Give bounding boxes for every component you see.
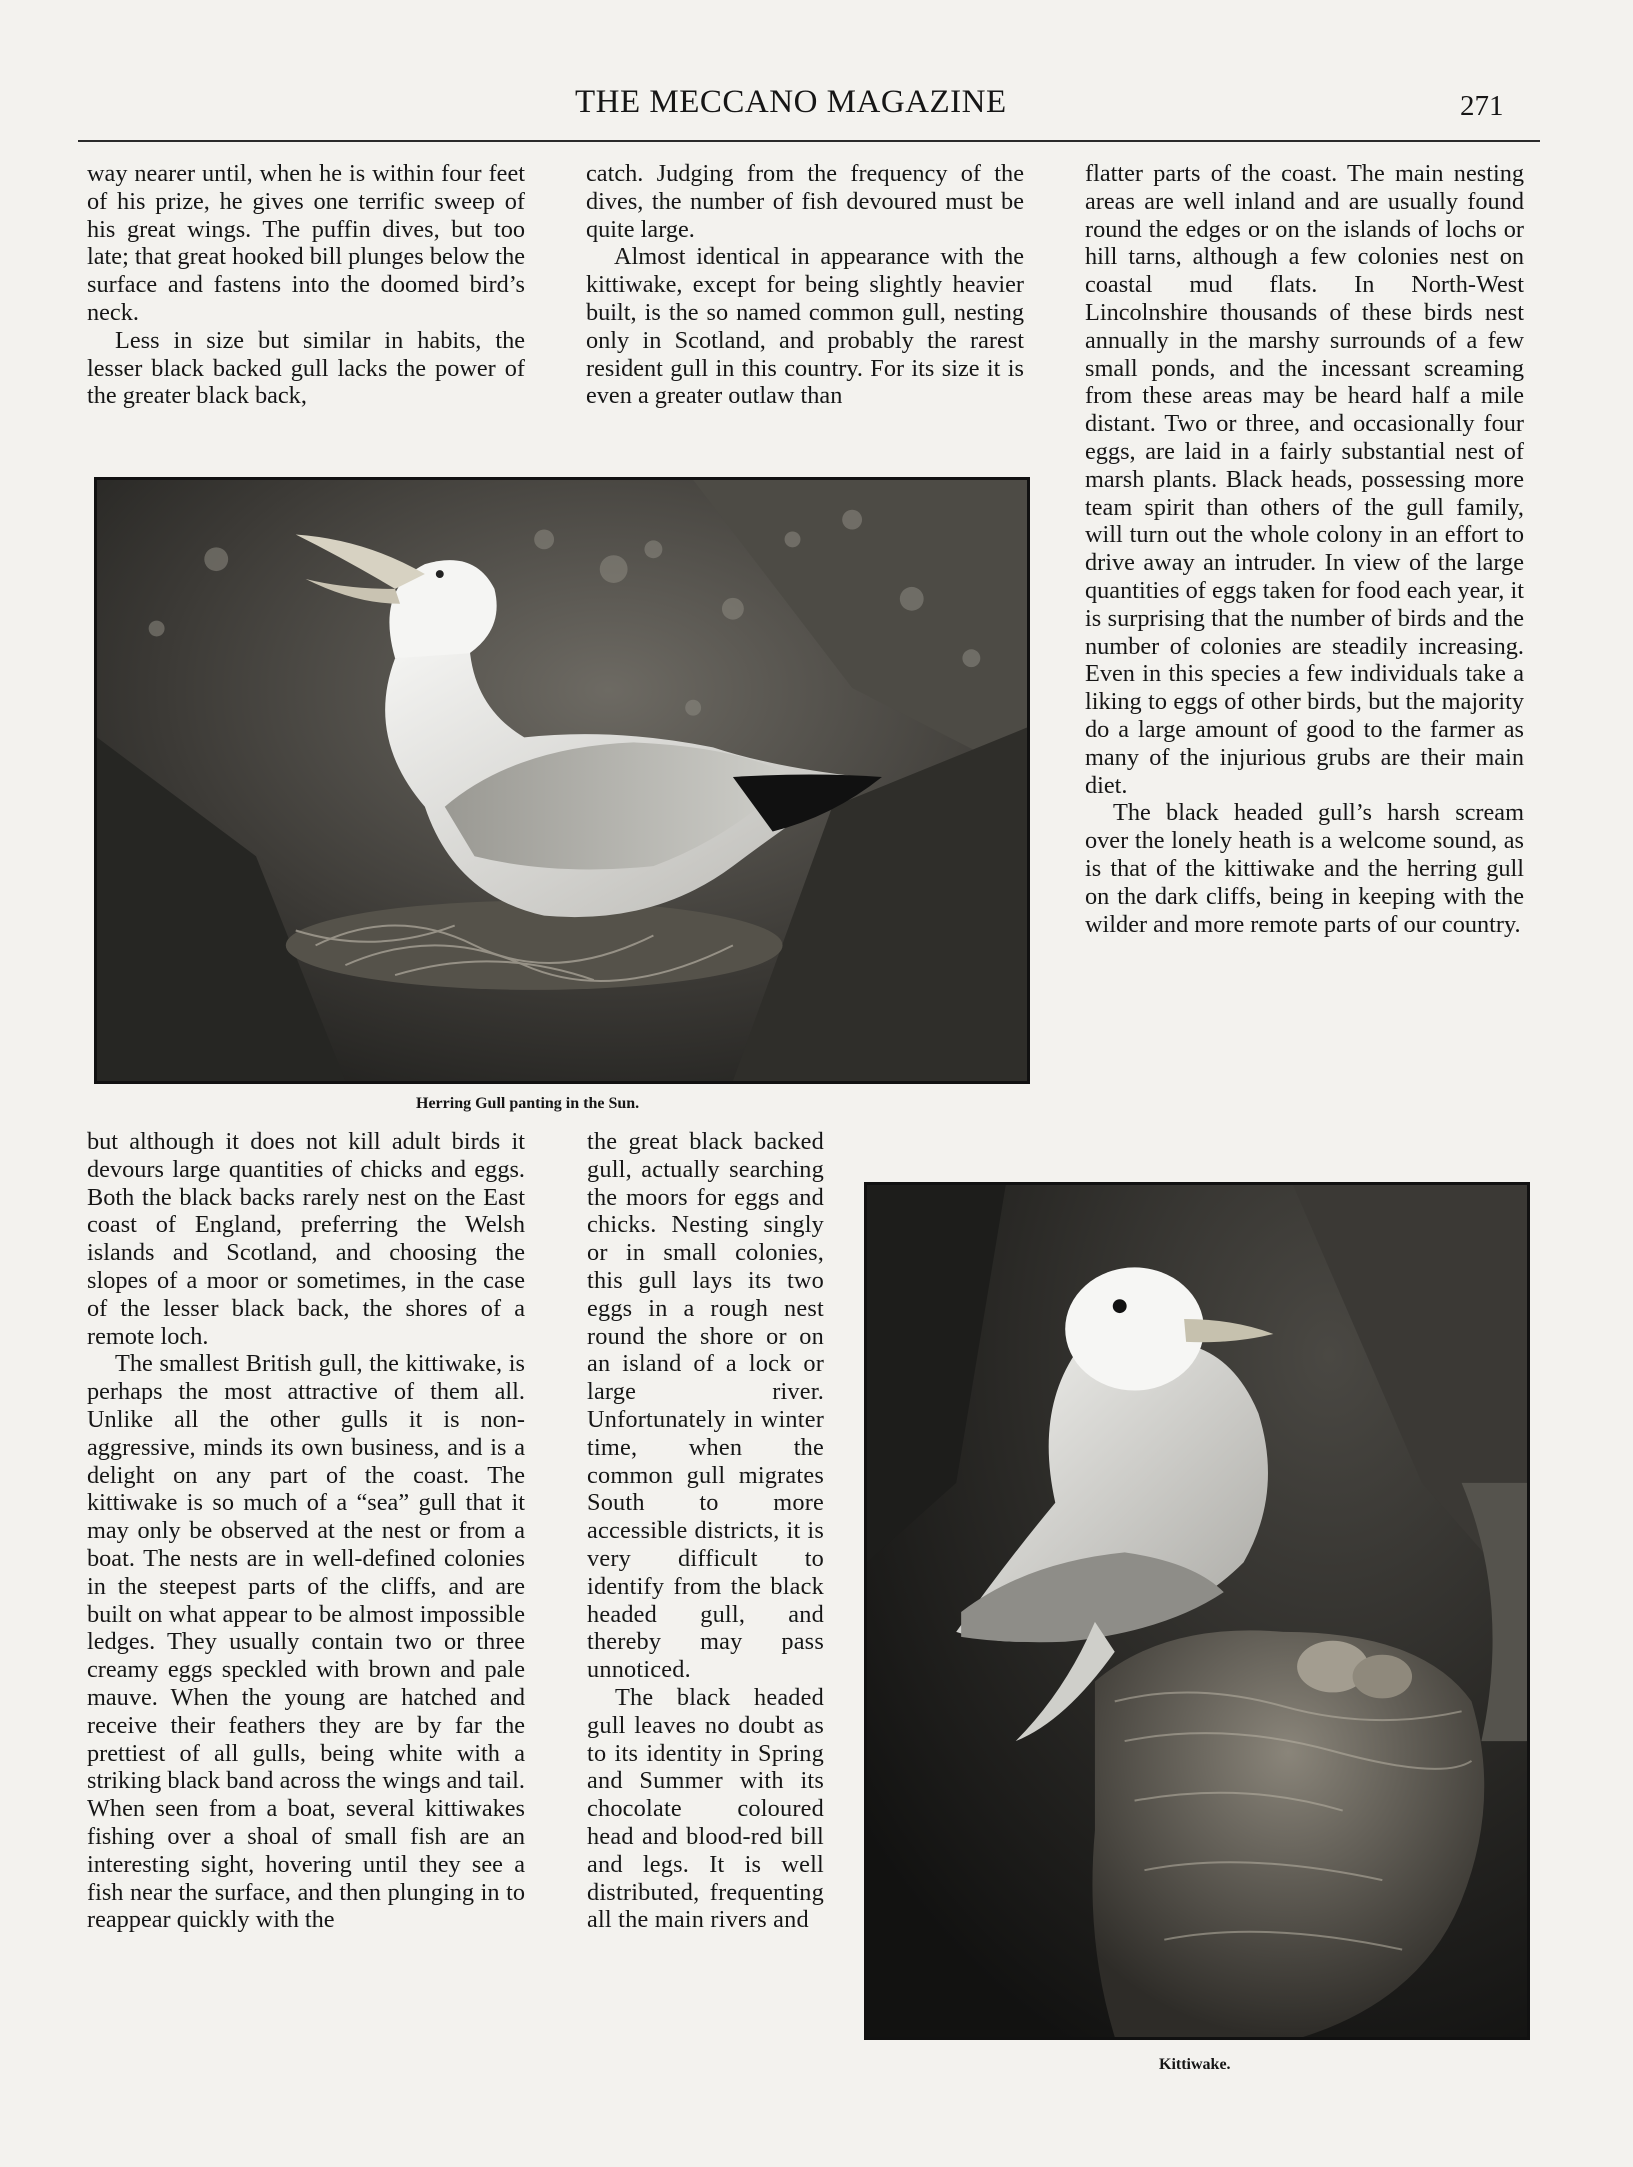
column-top-left [87, 160, 525, 410]
column-bottom-left [87, 1128, 525, 1934]
paragraph: Less in size but similar in habits, the lesser black backed gull lacks the power of the greater black back, [87, 326, 525, 410]
gull-photo-icon [867, 1185, 1527, 2037]
paragraph: the great black backed gull, actually searching the moors for eggs and chicks. Nesting singly or in small colonies, this gull lays its two eggs in a rough nest round the shore or on an island of a lock or large river. Unfortunately in winter time, when the common gull migrates South to more accessible districts, it is very difficult to identify from the black headed gull, and thereby may pass unnoticed. [587, 1128, 824, 1684]
paragraph: Almost identical in appearance with the kittiwake, except for being slightly heavier built, is the so named common gull, nesting only in Scotland, and probably the rarest resident gull in this country. For its size it is even a greater outlaw than [586, 243, 1024, 410]
paragraph: but although it does not kill adult birds it devours large quantities of chicks and eggs. Both the black backs rarely nest on the East coast of England, preferring the Welsh islands and Scotland, and choosing the slopes of a moor or sometimes, in the case of the lesser black back, the shores of a remote loch. [87, 1128, 525, 1350]
page-title: THE MECCANO MAGAZINE [575, 84, 1007, 120]
kittiwake-caption: Kittiwake. [1159, 2056, 1231, 2073]
herring-gull-caption: Herring Gull panting in the Sun. [416, 1095, 640, 1112]
column-top-middle [586, 160, 1024, 410]
column-right [1085, 160, 1524, 938]
column-bottom-middle [587, 1128, 824, 1934]
kittiwake-photo [864, 1182, 1530, 2040]
header-rule [78, 140, 1540, 142]
paragraph: The black headed gull’s harsh scream over the lonely heath is a welcome sound, as is that of the kittiwake and the herring gull on the dark cliffs, being in keeping with the wilder and more remote parts of our country. [1085, 799, 1524, 938]
paragraph: catch. Judging from the frequency of the dives, the number of fish devoured must be quite large. [586, 160, 1024, 243]
herring-gull-photo [94, 477, 1030, 1084]
paragraph: flatter parts of the coast. The main nesting areas are well inland and are usually found round the edges or on the islands of lochs or hill tarns, although a few colonies nest on coastal mud flats. In North-West Lincolnshire thousands of these birds nest annually in the marshy surrounds of a few small ponds, and the incessant screaming from these areas may be heard half a mile distant. Two or three, and occasionally four eggs, are laid in a fairly substantial nest of marsh plants. Black heads, possessing more team spirit than others of the gull family, will turn out the whole colony in an effort to drive away an intruder. In view of the large quantities of eggs taken for food each year, it is surprising that the number of birds and the number of colonies are steadily increasing. Even in this species a few individuals take a liking to eggs of other birds, but the majority do a large amount of good to the farmer as many of the injurious grubs are their main diet. [1085, 160, 1524, 799]
paragraph: The smallest British gull, the kittiwake, is perhaps the most attractive of them all. Unlike all the other gulls it is non-aggressive, minds its own business, and is a delight on any part of the coast. The kittiwake is so much of a “sea” gull that it may only be observed at the nest or from a boat. The nests are in well-defined colonies in the steepest parts of the cliffs, and are built on what appear to be almost impossible ledges. They usually contain two or three creamy eggs speckled with brown and pale mauve. When the young are hatched and receive their feathers they are by far the prettiest of all gulls, being white with a striking black band across the wings and tail. When seen from a boat, several kittiwakes fishing over a shoal of small fish are an interesting sight, hovering until they see a fish near the surface, and then plunging in to reappear quickly with the [87, 1350, 525, 1934]
gull-photo-icon [97, 480, 1027, 1081]
paragraph: The black headed gull leaves no doubt as to its identity in Spring and Summer with its chocolate coloured head and blood-red bill and legs. It is well distributed, frequenting all the main rivers and [587, 1683, 824, 1934]
page-number: 271 [1460, 90, 1504, 122]
paragraph: way nearer until, when he is within four feet of his prize, he gives one terrific sweep of his great wings. The puffin dives, but too late; that great hooked bill plunges below the surface and fastens into the doomed bird’s neck. [87, 160, 525, 326]
